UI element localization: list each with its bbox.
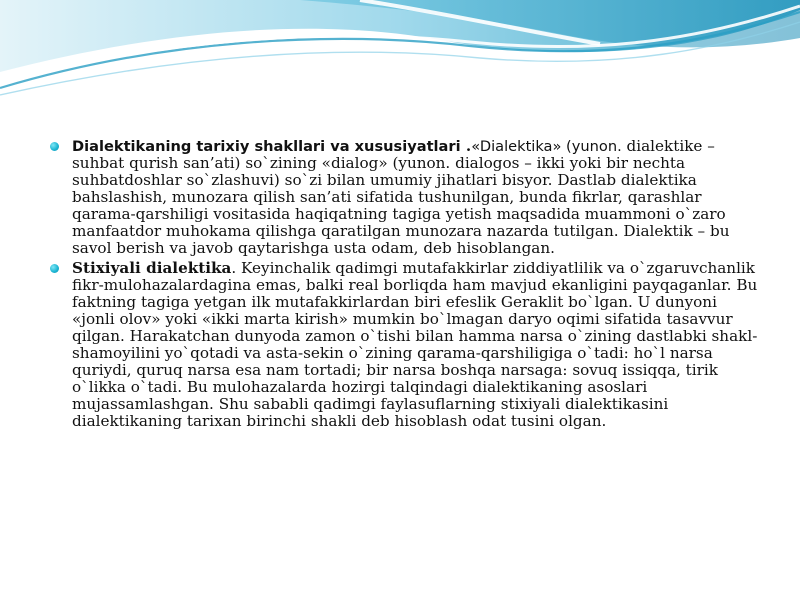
- bullet-icon: [50, 264, 59, 273]
- paragraph-heading: Dialektikaning tarixiy shakllari va xususiyatlari: [72, 138, 461, 155]
- slide-body: [50, 138, 760, 433]
- paragraph-spontaneous-dialectic: [50, 260, 760, 430]
- heading-separator: .: [460, 137, 472, 155]
- paragraph-body: . Keyinchalik qadimgi mutafakkirlar ziddiyatlilik va o`zgaruvchanlik fikr-mulohazalardagina emas, balki real borliqda ham mavjud ekanligini payqaganlar. Bu faktning tagiga yetgan ilk mutafakkirlardan biri efeslik Geraklit bo`lgan. U dunyoni «jonli olov» yoki «ikki marta kirish» mumkin bo`lmagan daryo oqimi sifatida tasavvur qilgan. Harakatchan dunyoda zamon o`tishi bilan hamma narsa o`zining dastlabki shakl-shamoyilini yo`qotadi va asta-sekin o`zining qarama-qarshiligiga o`tadi: ho`l narsa quriydi, quruq narsa esa nam tortadi; bir narsa boshqa narsaga: sovuq issiqqa, tirik o`likka o`tadi. Bu mulohazalarda hozirgi talqindagi dialektikaning asoslari mujassamlashgan. Shu sababli qadimgi faylasuflarning stixiyali dialektikasini dialektikaning tarixan birinchi shakli deb hisoblash odat tusini olgan.: [72, 259, 758, 430]
- paragraph-dialectic-forms: [50, 138, 760, 257]
- paragraph-body: dialektike – suhbat qurish san’ati) so`zining «dialog» (yunon. dialogos – ikki yoki bir nechta suhbatdoshlar so`zlashuvi) so`zi bilan umumiy jihatlari bisyor. Dastlab dialektika bahslashish, munozara qilish san’ati sifatida tushunilgan, bunda fikrlar, qarashlar qarama-qarshiligi vositasida haqiqatning tagiga yetish maqsadida muammoni o`zaro manfaatdor muhokama qilishga qaratilgan munozara nazarda tutilgan. Dialektik – bu savol berish va javob qaytarishga usta odam, deb hisoblangan.: [72, 137, 730, 257]
- bullet-icon: [50, 142, 59, 151]
- paragraph-lead: «Dialektika» (yunon.: [471, 138, 622, 155]
- header-wave-decoration: [0, 0, 800, 110]
- paragraph-heading: Stixiyali dialektika: [72, 259, 232, 277]
